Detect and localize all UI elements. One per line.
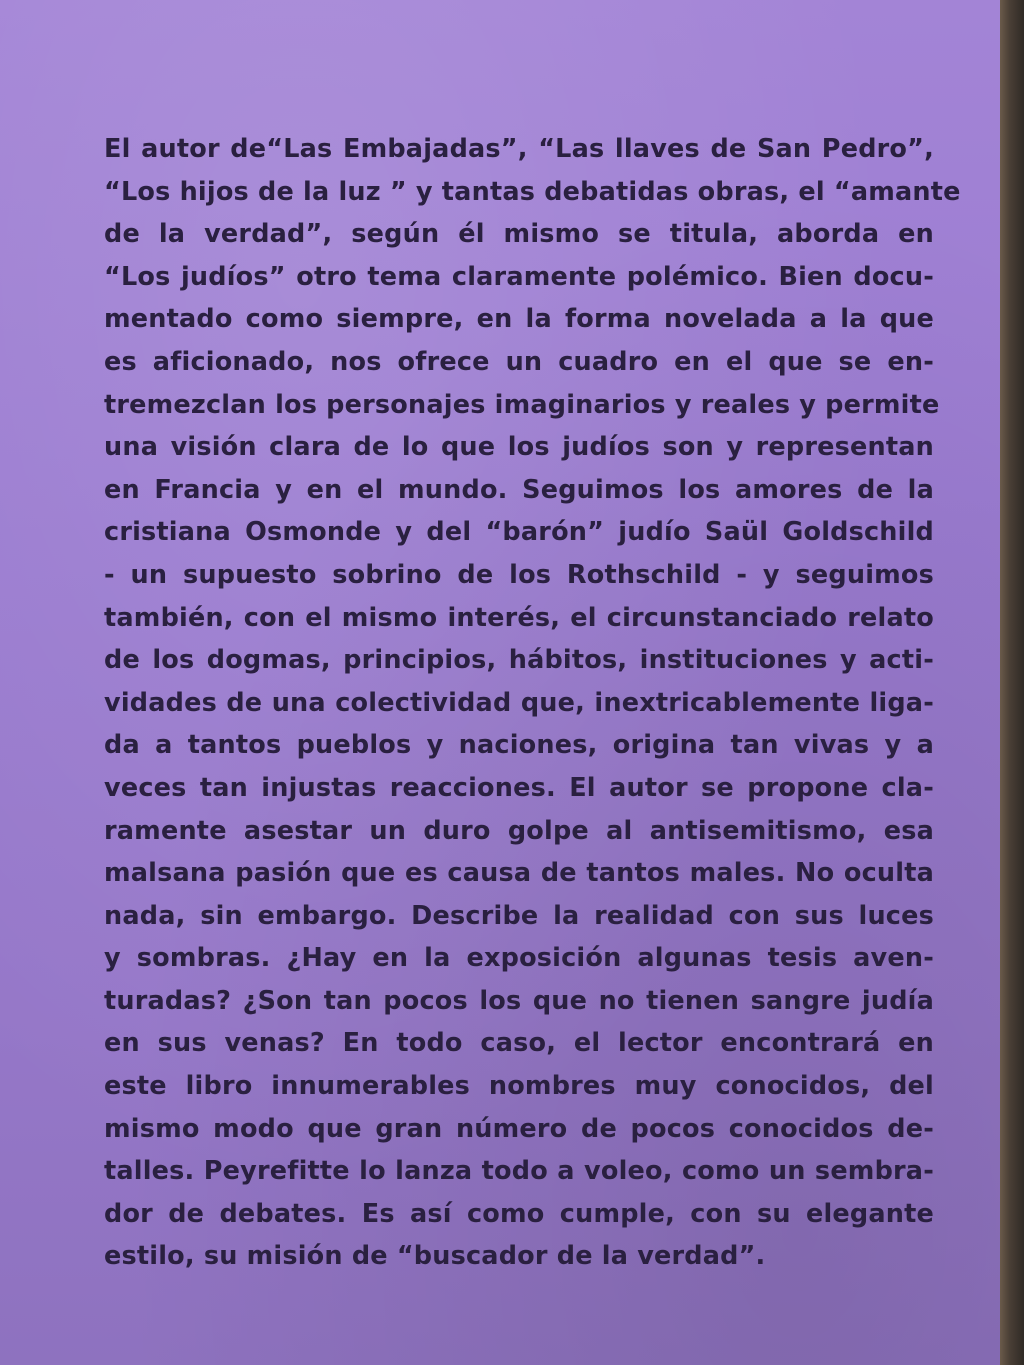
blurb-paragraph bbox=[104, 128, 961, 1278]
blurb-line: veces tan injustas reacciones. El autor se propone cla- bbox=[104, 772, 934, 803]
blurb-line: en sus venas? En todo caso, el lector encontrará en bbox=[104, 1028, 934, 1059]
blurb-line: dor de debates. Es así como cumple, con su elegante bbox=[104, 1198, 934, 1229]
blurb-line: vidades de una colectividad que, inextricablemente liga- bbox=[104, 687, 934, 718]
blurb-line: en Francia y en el mundo. Seguimos los amores de la bbox=[104, 474, 934, 505]
blurb-line-last: estilo, su misión de “buscador de la verdad”. bbox=[104, 1241, 766, 1272]
blurb-line: “Los judíos” otro tema claramente polémico. Bien docu- bbox=[104, 261, 934, 292]
blurb-line: una visión clara de lo que los judíos son y representan bbox=[104, 432, 934, 463]
blurb-line: y sombras. ¿Hay en la exposición algunas tesis aven- bbox=[104, 943, 934, 974]
blurb-line: “Los hijos de la luz ” y tantas debatidas obras, el “amante bbox=[104, 176, 961, 207]
blurb-line: de la verdad”, según él mismo se titula, aborda en bbox=[104, 219, 934, 250]
book-spine-edge bbox=[1000, 0, 1024, 1365]
blurb-line: turadas? ¿Son tan pocos los que no tienen sangre judía bbox=[104, 985, 934, 1016]
blurb-line: malsana pasión que es causa de tantos males. No oculta bbox=[104, 858, 934, 889]
blurb-line: tremezclan los personajes imaginarios y reales y permite bbox=[104, 389, 940, 420]
blurb-line: cristiana Osmonde y del “barón” judío Saül Goldschild bbox=[104, 517, 934, 548]
blurb-line: mentado como siempre, en la forma novelada a la que bbox=[104, 304, 934, 335]
blurb-line: da a tantos pueblos y naciones, origina tan vivas y a bbox=[104, 730, 934, 761]
blurb-line: mismo modo que gran número de pocos conocidos de- bbox=[104, 1113, 934, 1144]
blurb-line: - un supuesto sobrino de los Rothschild - y seguimos bbox=[104, 559, 934, 590]
blurb-line: de los dogmas, principios, hábitos, instituciones y acti- bbox=[104, 645, 934, 676]
blurb-line: nada, sin embargo. Describe la realidad con sus luces bbox=[104, 900, 934, 931]
blurb-line: ramente asestar un duro golpe al antisemitismo, esa bbox=[104, 815, 934, 846]
blurb-line: también, con el mismo interés, el circunstanciado relato bbox=[104, 602, 934, 633]
blurb-line: talles. Peyrefitte lo lanza todo a voleo, como un sembra- bbox=[104, 1156, 934, 1187]
blurb-line: El autor de“Las Embajadas”, “Las llaves de San Pedro”, bbox=[104, 134, 934, 164]
blurb-line: es aficionado, nos ofrece un cuadro en el que se en- bbox=[104, 346, 934, 377]
blurb-line: este libro innumerables nombres muy conocidos, del bbox=[104, 1071, 934, 1102]
